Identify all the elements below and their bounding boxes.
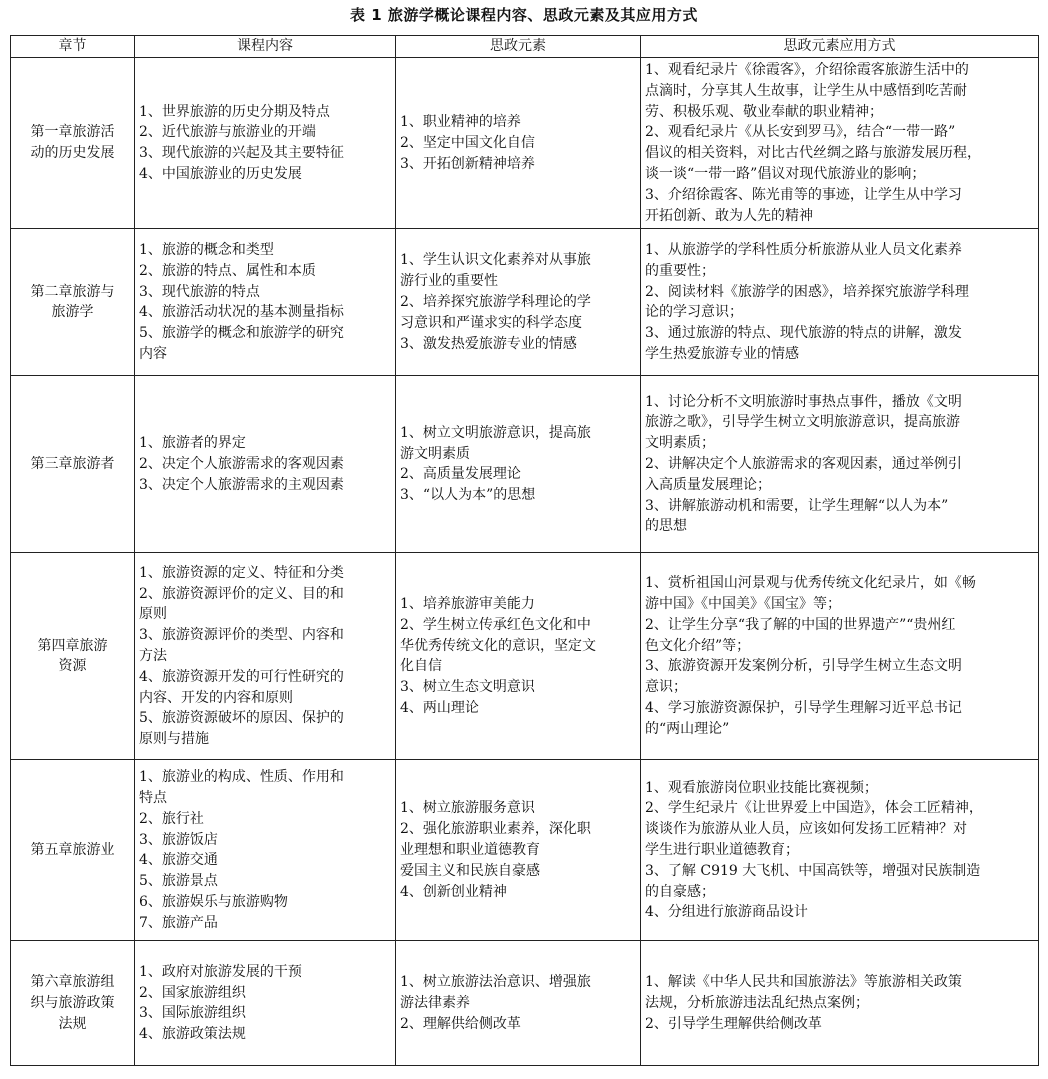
cell-line: 1、政府对旅游发展的干预 [139, 963, 302, 980]
cell-line: 谈谈作为旅游从业人员，应该如何发扬工匠精神？对 [645, 821, 967, 838]
header-content: 课程内容 [135, 36, 396, 58]
cell-line: 学生进行职业道德教育； [645, 841, 799, 858]
cell-line: 2、让学生分享“我了解的中国的世界遗产”“贵州红 [645, 616, 956, 633]
cell-line: 2、国家旅游组织 [139, 984, 246, 1001]
cell-line: 3、激发热爱旅游专业的情感 [400, 335, 577, 352]
table-row [11, 760, 1039, 941]
cell-line: 2、理解供给侧改革 [400, 1015, 521, 1032]
cell-line: 4、旅游活动状况的基本测量指标 [139, 304, 344, 321]
chapter-cell [11, 229, 135, 376]
cell-line: 3、现代旅游的特点 [139, 283, 260, 300]
header-methods: 思政元素应用方式 [641, 36, 1039, 58]
cell-line: 内容、开发的内容和原则 [139, 689, 293, 706]
cell-line: 第四章旅游 [37, 637, 108, 654]
cell-line: 3、旅游饭店 [139, 831, 218, 848]
header-chapter: 章节 [11, 36, 135, 58]
table-row [11, 553, 1039, 760]
cell-line: 习意识和严谨求实的科学态度 [400, 314, 582, 331]
cell-line: 2、决定个人旅游需求的客观因素 [139, 455, 344, 472]
elements-cell [396, 229, 641, 376]
cell-line: 1、观看旅游岗位职业技能比赛视频； [645, 779, 878, 796]
cell-line: 4、两山理论 [400, 699, 479, 716]
chapter-cell [11, 941, 135, 1066]
cell-line: 第二章旅游与 [30, 283, 115, 300]
cell-line: 第三章旅游者 [30, 455, 115, 472]
cell-line: 1、树立旅游法治意识、增强旅 [400, 974, 591, 991]
cell-line: 1、树立旅游服务意识 [400, 800, 535, 817]
methods-cell [641, 376, 1039, 553]
cell-line: 4、学习旅游资源保护，引导学生理解习近平总书记 [645, 699, 962, 716]
cell-line: 的“两山理论” [645, 720, 730, 737]
cell-line: 第一章旅游活 [30, 124, 115, 141]
cell-line: 1、旅游业的构成、性质、作用和 [139, 769, 344, 786]
cell-line: 资源 [58, 658, 87, 675]
cell-line: 5、旅游学的概念和旅游学的研究 [139, 325, 344, 342]
cell-line: 特点 [139, 789, 167, 806]
chapter-cell [11, 760, 135, 941]
cell-line: 2、引导学生理解供给侧改革 [645, 1015, 822, 1032]
content-cell [135, 58, 396, 229]
cell-line: 谈一谈“一带一路”倡议对现代旅游业的影响； [645, 165, 926, 182]
content-cell [135, 229, 396, 376]
cell-line: 1、观看纪录片《徐霞客》，介绍徐霞客旅游生活中的 [645, 62, 969, 78]
cell-line: 1、树立文明旅游意识，提高旅 [400, 424, 591, 441]
methods-cell [641, 760, 1039, 941]
cell-line: 旅游之歌》，引导学生树立文明旅游意识，提高旅游 [645, 414, 960, 431]
cell-line: 3、了解 C919 大飞机、中国高铁等，增强对民族制造 [645, 862, 981, 879]
elements-cell [396, 941, 641, 1066]
cell-line: 点滴时，分享其人生故事，让学生从中感悟到吃苦耐 [645, 82, 967, 99]
cell-line: 旅游学 [51, 304, 94, 321]
cell-line: 3、介绍徐霞客、陈光甫等的事迹，让学生从中学习 [645, 186, 962, 203]
cell-line: 4、分组进行旅游商品设计 [645, 904, 808, 921]
cell-line: 爱国主义和民族自豪感 [400, 862, 540, 879]
cell-line: 1、培养旅游审美能力 [400, 595, 535, 612]
cell-line: 化自信 [400, 658, 442, 675]
methods-cell [641, 553, 1039, 760]
cell-line: 5、旅游景点 [139, 873, 218, 890]
cell-line: 游文明素质 [400, 445, 470, 462]
cell-line: 1、旅游者的界定 [139, 435, 246, 452]
content-cell [135, 760, 396, 941]
cell-line: 倡议的相关资料，对比古代丝绸之路与旅游发展历程， [645, 145, 981, 162]
methods-cell [641, 58, 1039, 229]
header-elements: 思政元素 [396, 36, 641, 58]
cell-line: 劳、积极乐观、敬业奉献的职业精神； [645, 103, 883, 120]
cell-line: 4、创新创业精神 [400, 883, 507, 900]
cell-line: 业理想和职业道德教育 [400, 841, 540, 858]
course-table [10, 35, 1039, 1066]
cell-line: 1、世界旅游的历史分期及特点 [139, 103, 330, 120]
table-row [11, 376, 1039, 553]
cell-line: 2、学生树立传承红色文化和中 [400, 616, 591, 633]
cell-line: 2、旅游资源评价的定义、目的和 [139, 585, 344, 602]
cell-line: 第六章旅游组 [30, 974, 115, 991]
cell-line: 入高质量发展理论； [645, 476, 771, 493]
cell-line: 学生热爱旅游专业的情感 [645, 345, 799, 362]
cell-line: 第五章旅游业 [30, 841, 115, 858]
cell-line: 法规 [58, 1015, 87, 1032]
methods-cell [641, 229, 1039, 376]
cell-line: 3、现代旅游的兴起及其主要特征 [139, 145, 344, 162]
cell-line: 2、旅行社 [139, 810, 204, 827]
cell-line: 1、从旅游学的学科性质分析旅游从业人员文化素养 [645, 241, 962, 258]
table-row [11, 941, 1039, 1066]
chapter-cell [11, 58, 135, 229]
cell-line: 3、通过旅游的特点、现代旅游的特点的讲解，激发 [645, 325, 962, 342]
chapter-cell [11, 376, 135, 553]
cell-line: 2、观看纪录片《从长安到罗马》，结合“一带一路” [645, 124, 956, 141]
cell-line: 3、讲解旅游动机和需要，让学生理解“以人为本” [645, 497, 949, 514]
cell-line: 4、旅游资源开发的可行性研究的 [139, 668, 344, 685]
cell-line: 内容 [139, 345, 167, 362]
cell-line: 2、讲解决定个人旅游需求的客观因素，通过举例引 [645, 455, 962, 472]
cell-line: 1、职业精神的培养 [400, 113, 521, 130]
cell-line: 原则 [139, 606, 167, 623]
cell-line: 3、旅游资源开发案例分析，引导学生树立生态文明 [645, 658, 962, 675]
cell-line: 论的学习意识； [645, 304, 743, 321]
chapter-cell [11, 553, 135, 760]
elements-cell [396, 760, 641, 941]
table-row [11, 229, 1039, 376]
cell-line: 意识； [645, 679, 687, 696]
cell-line: 华优秀传统文化的意识，坚定文 [400, 637, 596, 654]
cell-line: 动的历史发展 [30, 145, 115, 162]
cell-line: 织与旅游政策 [30, 994, 115, 1011]
elements-cell [396, 553, 641, 760]
table-row [11, 58, 1039, 229]
header-row [11, 36, 1039, 58]
cell-line: 4、旅游交通 [139, 852, 218, 869]
cell-line: 1、旅游资源的定义、特征和分类 [139, 564, 344, 581]
cell-line: 1、学生认识文化素养对从事旅 [400, 252, 591, 269]
cell-line: 的思想 [645, 518, 687, 535]
content-cell [135, 941, 396, 1066]
cell-line: 3、树立生态文明意识 [400, 679, 535, 696]
cell-line: 2、坚定中国文化自信 [400, 134, 535, 151]
cell-line: 方法 [139, 647, 167, 664]
cell-line: 原则与措施 [139, 731, 209, 748]
cell-line: 3、“以人为本”的思想 [400, 487, 536, 504]
cell-line: 2、阅读材料《旅游学的困惑》，培养探究旅游学科理 [645, 283, 969, 300]
cell-line: 4、旅游政策法规 [139, 1026, 246, 1043]
cell-line: 开拓创新、敢为人先的精神 [645, 207, 813, 224]
cell-line: 3、旅游资源评价的类型、内容和 [139, 627, 344, 644]
cell-line: 6、旅游娱乐与旅游购物 [139, 893, 288, 910]
cell-line: 3、决定个人旅游需求的主观因素 [139, 476, 344, 493]
cell-line: 文明素质； [645, 435, 715, 452]
elements-cell [396, 376, 641, 553]
cell-line: 2、学生纪录片《让世界爱上中国造》，体会工匠精神， [645, 800, 983, 817]
cell-line: 的自豪感； [645, 883, 715, 900]
cell-line: 色文化介绍”等； [645, 637, 751, 654]
cell-line: 2、高质量发展理论 [400, 466, 521, 483]
cell-line: 2、强化旅游职业素养，深化职 [400, 821, 591, 838]
content-cell [135, 376, 396, 553]
cell-line: 游中国》《中国美》《国宝》等； [645, 595, 841, 612]
cell-line: 1、赏析祖国山河景观与优秀传统文化纪录片，如《畅 [645, 575, 976, 592]
cell-line: 3、开拓创新精神培养 [400, 155, 535, 172]
cell-line: 的重要性； [645, 262, 715, 279]
cell-line: 2、近代旅游与旅游业的开端 [139, 124, 316, 141]
cell-line: 5、旅游资源破坏的原因、保护的 [139, 710, 344, 727]
cell-line: 法规，分析旅游违法乱纪热点案例； [645, 994, 869, 1011]
cell-line: 1、讨论分析不文明旅游时事热点事件，播放《文明 [645, 393, 962, 410]
cell-line: 1、解读《中华人民共和国旅游法》等旅游相关政策 [645, 974, 962, 991]
cell-line: 4、中国旅游业的历史发展 [139, 165, 302, 182]
cell-line: 游行业的重要性 [400, 273, 498, 290]
elements-cell [396, 58, 641, 229]
cell-line: 7、旅游产品 [139, 914, 218, 931]
table-caption: 表 1 旅游学概论课程内容、思政元素及其应用方式 [350, 6, 698, 24]
content-cell [135, 553, 396, 760]
methods-cell [641, 941, 1039, 1066]
cell-line: 游法律素养 [400, 994, 470, 1011]
cell-line: 2、旅游的特点、属性和本质 [139, 262, 316, 279]
cell-line: 3、国际旅游组织 [139, 1005, 246, 1022]
cell-line: 2、培养探究旅游学科理论的学 [400, 293, 591, 310]
cell-line: 1、旅游的概念和类型 [139, 241, 274, 258]
